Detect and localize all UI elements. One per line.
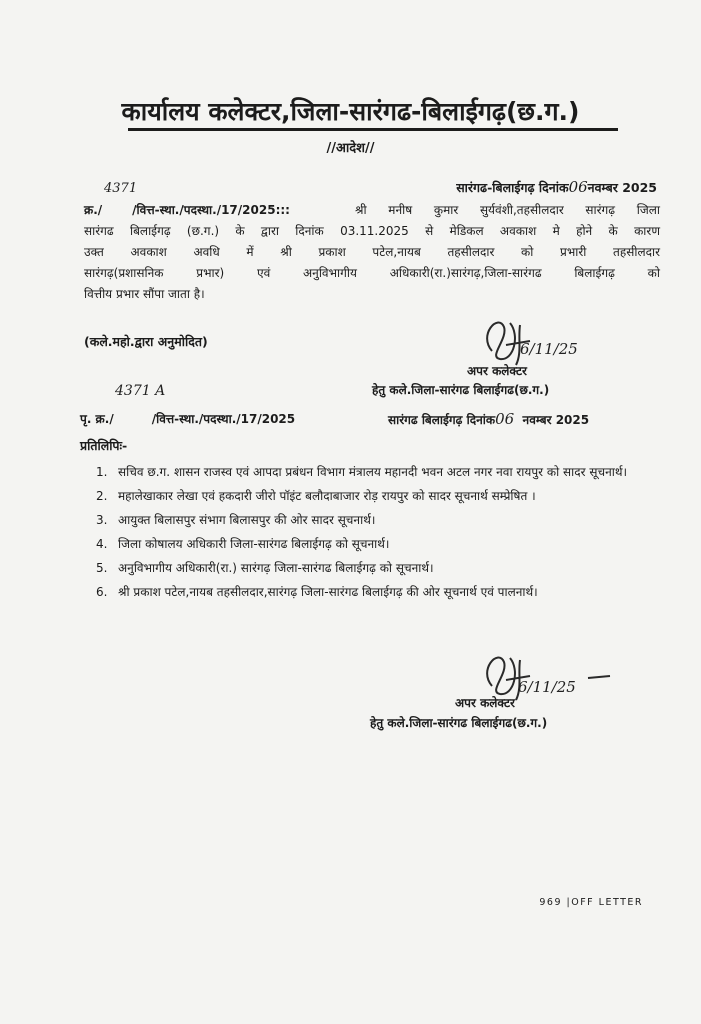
endorsement-ref	[80, 410, 295, 427]
signature-1-date: 6/11/25	[520, 340, 578, 358]
endorsement-date-suffix: नवम्बर 2025	[522, 413, 590, 427]
order-body-line-1	[84, 200, 660, 221]
signature-1-office: हेतु कले.जिला-सारंगढ बिलाईगढ(छ.ग.)	[372, 383, 550, 397]
signature-2-office: हेतु कले.जिला-सारंगढ बिलाईगढ(छ.ग.)	[370, 716, 548, 730]
order-ref-prefix: क्र./	[84, 203, 103, 217]
endorsement-ref-code: /वित्त-स्था./पदस्था./17/2025	[151, 412, 296, 426]
endorsement-date-day: 06	[495, 410, 515, 428]
copy-item	[96, 462, 656, 482]
copy-item	[96, 534, 656, 554]
copy-item-num: 4.	[96, 537, 108, 551]
order-body-line-4: सारंगढ़(प्रशासनिक प्रभार) एवं अनुविभागीय अधिकारी(रा.)सारंगढ़,जिला-सारंगढ बिलाईगढ़ को	[84, 266, 660, 280]
signature-2-date: 6/11/25	[518, 678, 576, 696]
copy-item-num: 5.	[96, 561, 108, 575]
copy-item-text: श्री प्रकाश पटेल,नायब तहसीलदार,सारंगढ़ जिला-सारंगढ बिलाईगढ़ की ओर सूचनार्थ एवं पालनार्थ।	[118, 585, 538, 599]
copy-item-num: 6.	[96, 585, 108, 599]
endorsement-date	[388, 410, 589, 428]
copy-item-text: जिला कोषालय अधिकारी जिला-सारंगढ बिलाईगढ़ को सूचनार्थ।	[118, 537, 390, 551]
copy-item-num: 3.	[96, 513, 108, 527]
copy-item	[96, 510, 656, 530]
title-underline	[128, 128, 618, 131]
copy-item-text: आयुक्त बिलासपुर संभाग बिलासपुर की ओर सादर सूचनार्थ।	[118, 513, 376, 527]
footer-code: 969 |OFF LETTER	[539, 897, 643, 908]
order-label: //आदेश//	[326, 141, 375, 156]
order-date-day: 06	[568, 178, 588, 196]
copy-label: प्रतिलिपिः-	[80, 438, 128, 453]
signature-2-role: अपर कलेक्टर	[455, 696, 515, 710]
copy-item-num: 2.	[96, 489, 108, 503]
office-title: कार्यालय कलेक्टर,जिला-सारंगढ-बिलाईगढ़(छ.ग.)	[121, 97, 580, 126]
approval-note: (कले.महो.द्वारा अनुमोदित)	[84, 334, 208, 349]
endorsement-ref-prefix: पृ. क्र./	[80, 412, 114, 426]
signature-1-role: अपर कलेक्टर	[467, 364, 527, 378]
copy-item	[96, 486, 656, 506]
order-ref-number: 4371	[104, 181, 138, 196]
endorsement-ref-number: 4371 A	[115, 383, 166, 399]
copy-item-num: 1.	[96, 465, 108, 479]
order-ref-code: /वित्त-स्था./पदस्था./17/2025:::	[132, 203, 290, 217]
order-date-prefix: सारंगढ-बिलाईगढ़ दिनांक	[456, 180, 569, 195]
copy-list	[96, 462, 656, 606]
copy-item-text: अनुविभागीय अधिकारी(रा.) सारंगढ़ जिला-सारंगढ बिलाईगढ़ को सूचनार्थ।	[118, 561, 434, 575]
order-body-line-5: वित्तीय प्रभार सौंपा जाता है।	[84, 287, 205, 301]
order-body	[84, 200, 660, 305]
copy-item-text: सचिव छ.ग. शासन राजस्व एवं आपदा प्रबंधन विभाग मंत्रालय महानदी भवन अटल नगर नवा रायपुर को सादर सूचनार्थ।	[118, 465, 628, 479]
copy-item	[96, 582, 656, 602]
copy-item	[96, 558, 656, 578]
order-date-suffix: नवम्बर 2025	[587, 180, 657, 195]
order-text-1: श्री मनीष कुमार सुर्यवंशी,तहसीलदार सारंगढ़ जिला	[355, 203, 660, 217]
endorsement-date-prefix: सारंगढ बिलाईगढ़ दिनांक	[388, 413, 496, 427]
order-body-line-3: उक्त अवकाश अवधि में श्री प्रकाश पटेल,नायब तहसीलदार को प्रभारी तहसीलदार	[84, 245, 660, 259]
order-date	[456, 178, 657, 196]
order-body-line-2: सारंगढ बिलाईगढ़ (छ.ग.) के द्वारा दिनांक 03.11.2025 से मेडिकल अवकाश मे होने के कारण	[84, 224, 660, 238]
copy-item-text: महालेखाकार लेखा एवं हकदारी जीरो पॉइंट बलौदाबाजार रोड़ रायपुर को सादर सूचनार्थ सम्प्रेषित ।	[118, 489, 536, 503]
